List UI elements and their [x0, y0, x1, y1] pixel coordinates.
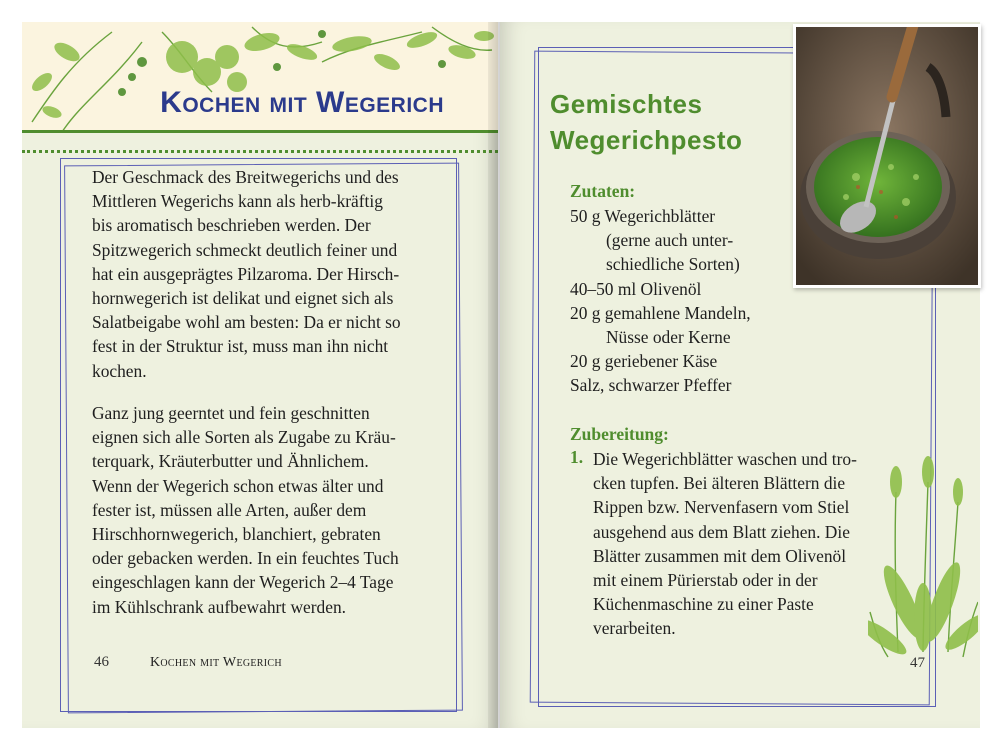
- text-line: oder gebacken werden. In ein feuchtes Tuch: [92, 548, 399, 569]
- recipe-title-line: Wegerichpesto: [550, 125, 743, 155]
- title-rule: [22, 130, 498, 133]
- text-line: Salatbeigabe wohl am besten: Da er nicht so: [92, 312, 401, 333]
- text-line: fester ist, müssen alle Arten, außer dem: [92, 499, 367, 520]
- text-line: eingeschlagen kann der Wegerich 2–4 Tage: [92, 572, 394, 593]
- text-line: Hirschhornwegerich, blanchiert, gebraten: [92, 524, 381, 545]
- text-line: im Kühlschrank aufbewahrt werden.: [92, 596, 347, 617]
- step-line: mit einem Pürierstab oder in der: [593, 570, 818, 591]
- ingredient-item: 20 g gemahlene Mandeln,: [570, 302, 751, 323]
- ingredient-item: schiedliche Sorten): [606, 254, 740, 275]
- page-number-right: 47: [910, 655, 925, 671]
- ingredient-item: Nüsse oder Kerne: [606, 327, 731, 348]
- step-line: Küchenmaschine zu einer Paste: [593, 594, 814, 615]
- left-page-header: [22, 22, 498, 132]
- step-line: Rippen bzw. Nervenfasern vom Stiel: [593, 497, 850, 518]
- ingredients-heading: Zutaten:: [570, 181, 636, 201]
- ingredient-item: 50 g Wegerichblätter: [570, 206, 716, 226]
- step-line: Blätter zusammen mit dem Olivenöl: [593, 545, 847, 566]
- text-line: Spitzwegerich schmeckt deutlich feiner und: [92, 239, 398, 260]
- step-line: Die Wegerichblätter waschen und tro-: [593, 449, 857, 469]
- text-line: Der Geschmack des Breitwegerichs und des: [92, 167, 399, 187]
- text-line: Ganz jung geerntet und fein geschnitten: [92, 403, 370, 423]
- step-line: cken tupfen. Bei älteren Blättern die: [593, 473, 846, 494]
- text-line: Wenn der Wegerich schon etwas älter und: [92, 475, 384, 496]
- preparation-step-1: [593, 447, 893, 641]
- left-page: [22, 22, 498, 728]
- ingredient-item: 40–50 ml Olivenöl: [570, 278, 702, 299]
- ingredient-item: Salz, schwarzer Pfeffer: [570, 375, 732, 396]
- text-line: fest in der Struktur ist, muss man ihn nicht: [92, 336, 389, 357]
- text-line: eignen sich alle Sorten als Zugabe zu Kräu-: [92, 427, 396, 448]
- text-line: hat ein ausgeprägtes Pilzaroma. Der Hirsch-: [92, 263, 400, 284]
- recipe-title-line: Gemischtes: [550, 89, 703, 119]
- paragraph-2: [92, 401, 444, 619]
- step-line: verarbeiten.: [593, 618, 676, 639]
- page-number-left: 46: [94, 654, 109, 670]
- pesto-photo: [793, 24, 981, 288]
- ingredient-item: (gerne auch unter-: [606, 230, 734, 251]
- step-line: ausgehend aus dem Blatt ziehen. Die: [593, 521, 850, 542]
- text-line: kochen.: [92, 360, 147, 381]
- text-line: Mittleren Wegerichs kann als herb-kräftig: [92, 191, 383, 212]
- text-line: terquark, Kräuterbutter und Ähnlichem.: [92, 451, 369, 472]
- text-line: bis aromatisch beschrieben werden. Der: [92, 215, 371, 236]
- ingredients-list: [570, 204, 751, 398]
- page-title: Kochen mit Wegerich: [160, 86, 444, 119]
- running-head: Kochen mit Wegerich: [150, 655, 282, 670]
- step-number: 1.: [570, 447, 584, 467]
- preparation-heading: Zubereitung:: [570, 424, 669, 444]
- recipe-title: [550, 86, 742, 158]
- paragraph-1: [92, 165, 444, 383]
- pesto-bowl-image: [796, 27, 978, 285]
- ingredient-item: 20 g geriebener Käse: [570, 351, 718, 372]
- text-line: hornwegerich ist delikat und eignet sich als: [92, 288, 394, 309]
- dotted-divider: [22, 150, 498, 153]
